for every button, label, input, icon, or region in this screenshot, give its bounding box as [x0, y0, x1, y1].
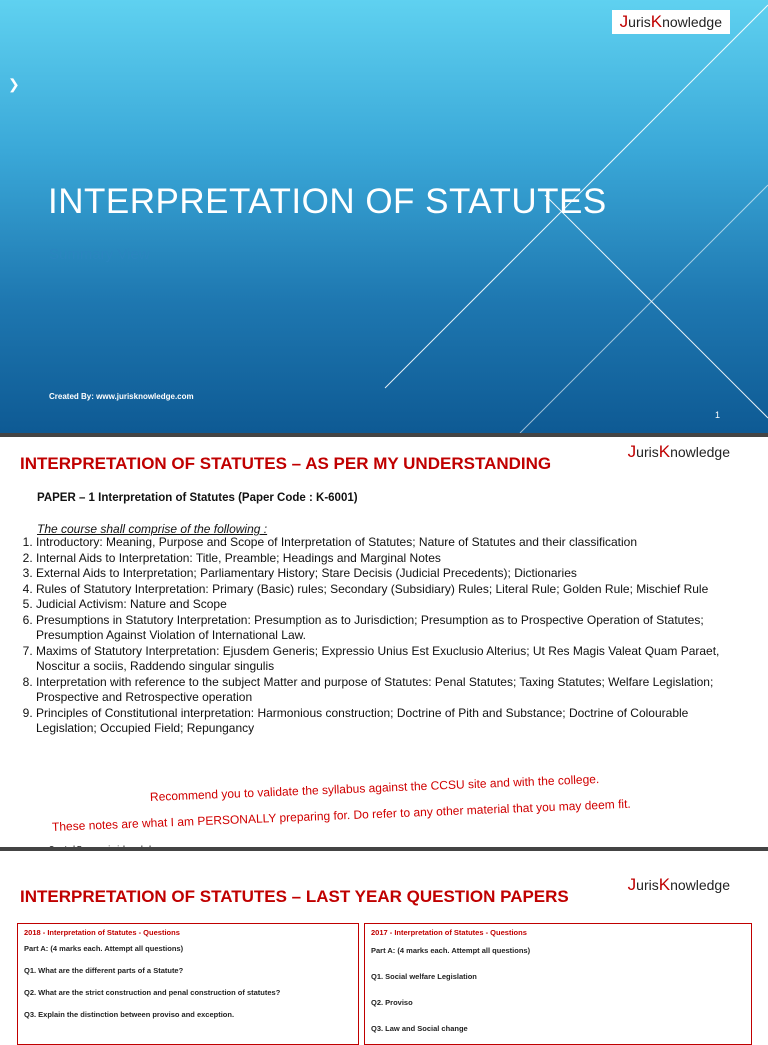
slide-heading: INTERPRETATION OF STATUTES – LAST YEAR QUESTION PAPERS	[20, 887, 569, 906]
question-line: Q1. What are the different parts of a Statute?	[24, 966, 184, 975]
brand-logo: JurisKnowledge	[612, 10, 730, 34]
question-papers-slide	[0, 851, 768, 1033]
list-item: 4. Rules of Statutory Interpretation: Primary (Basic) rules; Secondary (Subsidiary) Rules; Literal Rule; Golden Rule; Mischief Rule	[36, 582, 736, 598]
syllabus-slide	[0, 437, 768, 847]
question-line: Q3. Law and Social change	[371, 1024, 468, 1033]
created-by: Created By: www.jurisknowledge.com	[49, 392, 194, 401]
slide-heading: INTERPRETATION OF STATUTES – AS PER MY UNDERSTANDING	[20, 454, 552, 473]
list-item: 5. Judicial Activism: Nature and Scope	[36, 597, 736, 613]
list-item: 7. Maxims of Statutory Interpretation: Ejusdem Generis; Expressio Unius Est Exuclusio Alterius; Ut Res Magis Valeat Quam Paraet, Noscitur a sociis, Raddendo singular singulis	[36, 644, 736, 675]
brand-logo: JurisKnowledge	[627, 875, 730, 894]
box-title: 2017 - Interpretation of Statutes - Questions	[371, 928, 527, 937]
slide-title: INTERPRETATION OF STATUTES	[48, 182, 607, 221]
note-line: These notes are what I am PERSONALLY preparing for. Do refer to any other material that you may deem fit.	[51, 796, 631, 834]
question-line: Q3. Explain the distinction between proviso and exception.	[24, 1010, 235, 1019]
note-line: Recommend you to validate the syllabus against the CCSU site and with the college.	[149, 771, 600, 804]
title-slide	[0, 0, 768, 433]
list-item: 9. Principles of Constitutional interpretation: Harmonious construction; Doctrine of Pith and Substance; Doctrine of Colourable Legislation; Occupied Field; Repungancy	[36, 706, 736, 737]
list-item: 3. External Aids to Interpretation; Parliamentary History; Stare Decisis (Judicial Precedents); Dictionaries	[36, 566, 736, 582]
brand-logo: JurisKnowledge	[627, 442, 730, 461]
question-box-2018	[17, 923, 359, 1045]
syllabus-list	[14, 535, 736, 737]
list-item: 1. Introductory: Meaning, Purpose and Scope of Interpretation of Statutes; Nature of Statutes and their classification	[36, 535, 736, 551]
paper-code: PAPER – 1 Interpretation of Statutes (Paper Code : K-6001)	[37, 492, 358, 504]
question-line: Q2. What are the strict construction and penal construction of statutes?	[24, 988, 281, 997]
question-box-2017	[364, 923, 752, 1045]
box-title: 2018 - Interpretation of Statutes - Questions	[24, 928, 180, 937]
question-line: Part A: (4 marks each. Attempt all questions)	[24, 944, 184, 953]
slide-subtitle: Summary View	[49, 246, 150, 263]
question-line: Q2. Proviso	[371, 998, 413, 1007]
page-number: 1	[714, 410, 720, 420]
question-line: Q1. Social welfare Legislation	[371, 972, 477, 981]
chevron-right-icon: ❯	[8, 76, 20, 92]
list-item: 6. Presumptions in Statutory Interpretation: Presumption as to Jurisdiction; Presumption as to Prospective Operation of Statutes; Presumption Against Violation of International Law.	[36, 613, 736, 644]
list-item: 2. Internal Aids to Interpretation: Title, Preamble; Headings and Marginal Notes	[36, 551, 736, 567]
course-intro: The course shall comprise of the following :	[37, 522, 268, 536]
list-item: 8. Interpretation with reference to the subject Matter and purpose of Statutes: Penal Statutes; Taxing Statutes; Welfare Legislation; Prospective and Retrospective operation	[36, 675, 736, 706]
question-line: Part A: (4 marks each. Attempt all questions)	[371, 946, 531, 955]
